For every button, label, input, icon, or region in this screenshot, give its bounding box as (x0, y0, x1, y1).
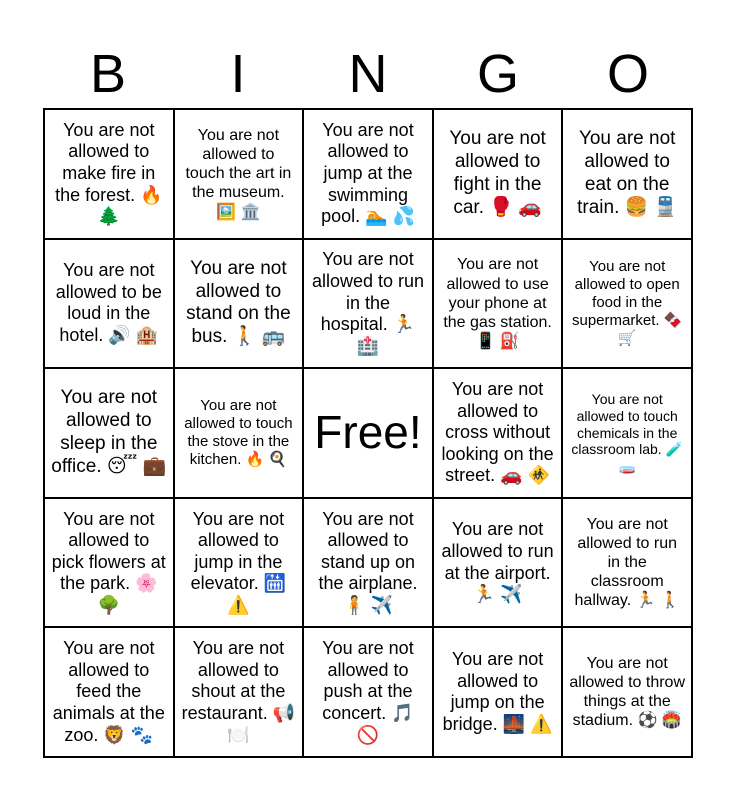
bingo-cell[interactable] (434, 369, 564, 499)
free-space[interactable] (304, 369, 434, 499)
cell-text: You are not allowed to cross without looking on the street. 🚗 🚸 (441, 379, 554, 486)
bingo-cell[interactable] (434, 628, 564, 758)
cell-text: You are not allowed to touch chemicals in the classroom lab. 🧪 🧫 (571, 391, 683, 475)
cell-text: You are not allowed to stand up on the airplane. 🧍 ✈️ (318, 508, 418, 615)
cell-text: You are not allowed to touch the art in the museum. 🖼️ 🏛️ (185, 126, 292, 221)
header-letter-b: B (89, 44, 127, 104)
cell-text: You are not allowed to feed the animals at the zoo. 🦁 🐾 (52, 638, 165, 745)
bingo-cell[interactable] (434, 240, 564, 370)
cell-text: You are not allowed to stand on the bus. 🚶 🚌 (186, 257, 291, 348)
cell-text: You are not allowed to throw things at the stadium. ⚽ 🏟️ (569, 654, 686, 730)
bingo-cell[interactable] (45, 240, 175, 370)
bingo-cell[interactable] (304, 240, 434, 370)
bingo-cell[interactable] (304, 628, 434, 758)
bingo-cell[interactable] (563, 369, 693, 499)
header-letter-o: O (606, 44, 649, 104)
bingo-cell[interactable] (304, 110, 434, 240)
cell-text: You are not allowed to jump in the elevator. 🛗 ⚠️ (190, 508, 287, 615)
bingo-cell[interactable] (175, 369, 305, 499)
bingo-cell[interactable] (175, 240, 305, 370)
bingo-header (43, 40, 693, 108)
bingo-cell[interactable] (45, 369, 175, 499)
bingo-cell[interactable] (563, 240, 693, 370)
bingo-cell[interactable] (45, 110, 175, 240)
bingo-board (43, 108, 693, 758)
cell-text: You are not allowed to pick flowers at the park. 🌸 🌳 (51, 508, 166, 615)
cell-text: You are not allowed to open food in the supermarket. 🍫 🛒 (572, 258, 683, 348)
cell-text: You are not allowed to shout at the restaurant. 📢 🍽️ (181, 638, 296, 745)
cell-text: You are not allowed to jump at the swimming pool. 🏊 💦 (321, 119, 415, 227)
cell-text: You are not allowed to make fire in the forest. 🔥 🌲 (55, 119, 163, 227)
cell-text: You are not allowed to run in the classroom hallway. 🏃 🚶 (574, 515, 680, 610)
header-letter-n: N (348, 44, 388, 104)
bingo-cell[interactable] (434, 110, 564, 240)
bingo-cell[interactable] (175, 110, 305, 240)
bingo-cell[interactable] (45, 499, 175, 629)
cell-text: You are not allowed to fight in the car. 🥊 🚗 (449, 128, 546, 218)
cell-text: You are not allowed to eat on the train. 🍔 🚆 (577, 128, 678, 218)
header-letter-i: I (230, 44, 246, 104)
cell-text: You are not allowed to be loud in the hotel. 🔊 🏨 (55, 260, 162, 345)
free-space-label: Free! (314, 406, 422, 459)
bingo-cell[interactable] (434, 499, 564, 629)
bingo-cell[interactable] (304, 499, 434, 629)
cell-text: You are not allowed to jump on the bridge. 🌉 ⚠️ (442, 649, 553, 734)
cell-text: You are not allowed to use your phone at the gas station. 📱 ⛽ (443, 256, 552, 351)
cell-text: You are not allowed to sleep in the office. 😴 💼 (51, 387, 167, 477)
bingo-cell[interactable] (45, 628, 175, 758)
cell-text: You are not allowed to run at the airport. 🏃 ✈️ (441, 519, 554, 605)
bingo-cell[interactable] (175, 499, 305, 629)
header-letter-g: G (476, 44, 519, 104)
cell-text: You are not allowed to run in the hospital. 🏃 🏥 (311, 249, 425, 356)
bingo-cell[interactable] (563, 628, 693, 758)
bingo-cell[interactable] (563, 499, 693, 629)
cell-text: You are not allowed to touch the stove in the kitchen. 🔥 🍳 (184, 396, 293, 468)
bingo-cell[interactable] (175, 628, 305, 758)
bingo-cell[interactable] (563, 110, 693, 240)
cell-text: You are not allowed to push at the concert. 🎵 🚫 (322, 638, 414, 745)
